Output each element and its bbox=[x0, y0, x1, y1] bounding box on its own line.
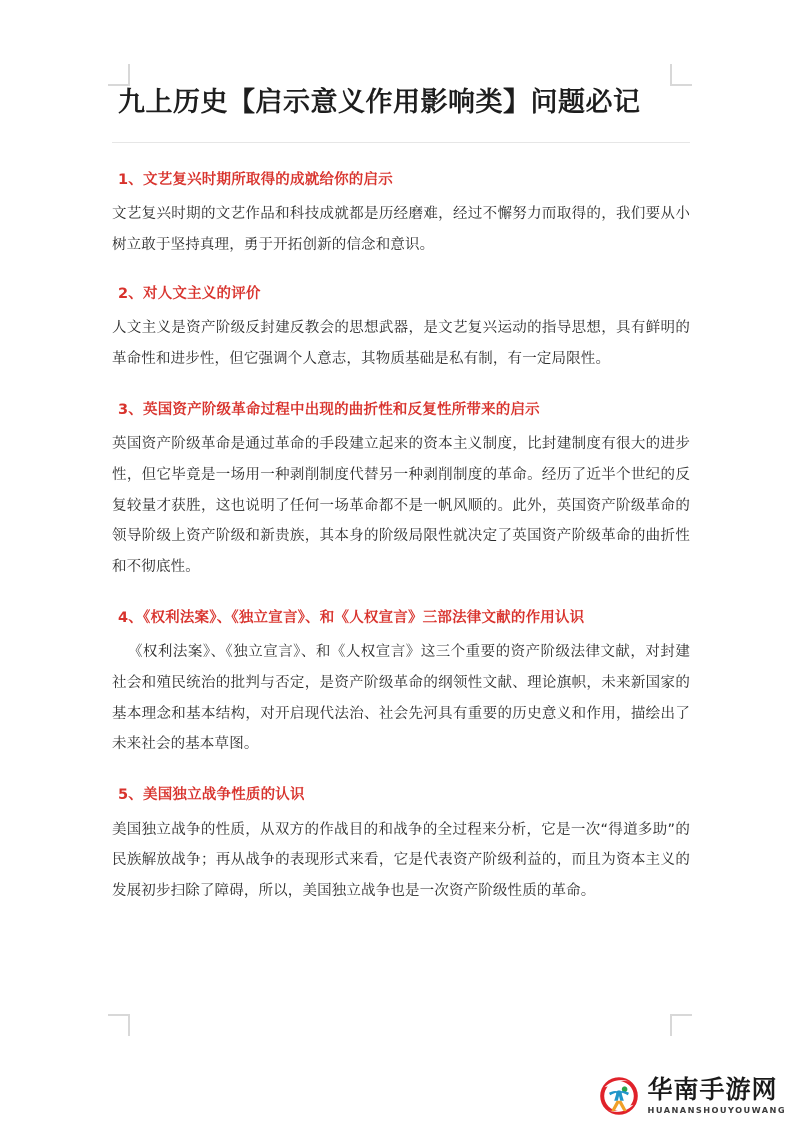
document-section bbox=[112, 169, 690, 261]
title-divider bbox=[112, 142, 690, 143]
section-heading: 4、《权利法案》、《独立宣言》、和《人权宣言》三部法律文献的作用认识 bbox=[118, 609, 585, 626]
page-title: 九上历史【启示意义作用影响类】问题必记 bbox=[118, 87, 641, 118]
section-body: 美国独立战争的性质，从双方的作战目的和战争的全过程来分析，它是一次“得道多助”的民族解放战争；再从战争的表现形式来看，它是代表资产阶级利益的，而且为资本主义的发展初步扫除了障碍，所以，美国独立战争也是一次资产阶级性质的革命。 bbox=[112, 821, 690, 900]
crop-mark-bottom-right bbox=[670, 1014, 692, 1036]
section-heading: 3、英国资产阶级革命过程中出现的曲折性和反复性所带来的启示 bbox=[118, 401, 540, 418]
section-body: 《权利法案》、《独立宣言》、和《人权宣言》这三个重要的资产阶级法律文献，对封建社会和殖民统治的批判与否定，是资产阶级革命的纲领性文献、理论旗帜，未来新国家的基本理念和基本结构，对开启现代法治、社会先河具有重要的历史意义和作用，描绘出了未来社会的基本草图。 bbox=[112, 644, 690, 753]
brand-name-en: HUANANSHOUYOUWANG bbox=[647, 1105, 786, 1116]
section-heading: 2、对人文主义的评价 bbox=[118, 285, 261, 302]
document-section bbox=[112, 399, 690, 583]
crop-mark-top-right bbox=[670, 64, 692, 86]
brand-name-cn: 华南手游网 bbox=[647, 1075, 778, 1105]
section-body: 人文主义是资产阶级反封建反教会的思想武器，是文艺复兴运动的指导思想，具有鲜明的革命性和进步性，但它强调个人意志，其物质基础是私有制，有一定局限性。 bbox=[112, 320, 690, 367]
document-section bbox=[112, 784, 690, 907]
section-heading: 1、文艺复兴时期所取得的成就给你的启示 bbox=[118, 171, 393, 188]
document-section bbox=[112, 607, 690, 760]
section-body: 英国资产阶级革命是通过革命的手段建立起来的资本主义制度，比封建制度有很大的进步性，但它毕竟是一场用一种剥削制度代替另一种剥削制度的革命。经历了近半个世纪的反复较量才获胜，这也说明了任何一场革命都不是一帆风顺的。此外，英国资产阶级革命的领导阶级上资产阶级和新贵族，其本身的阶级局限性就决定了英国资产阶级革命的曲折性和不彻底性。 bbox=[112, 436, 690, 576]
watermark bbox=[599, 1076, 786, 1116]
section-heading: 5、美国独立战争性质的认识 bbox=[118, 787, 305, 804]
section-body: 文艺复兴时期的文艺作品和科技成就都是历经磨难，经过不懈努力而取得的，我们要从小树立敢于坚持真理，勇于开拓创新的信念和意识。 bbox=[112, 206, 690, 253]
brand-text bbox=[648, 1077, 786, 1114]
document-section bbox=[112, 283, 690, 375]
crop-mark-top-left bbox=[108, 64, 130, 86]
brand-logo-icon bbox=[599, 1076, 639, 1116]
crop-mark-bottom-left bbox=[108, 1014, 130, 1036]
document-content bbox=[112, 86, 690, 907]
